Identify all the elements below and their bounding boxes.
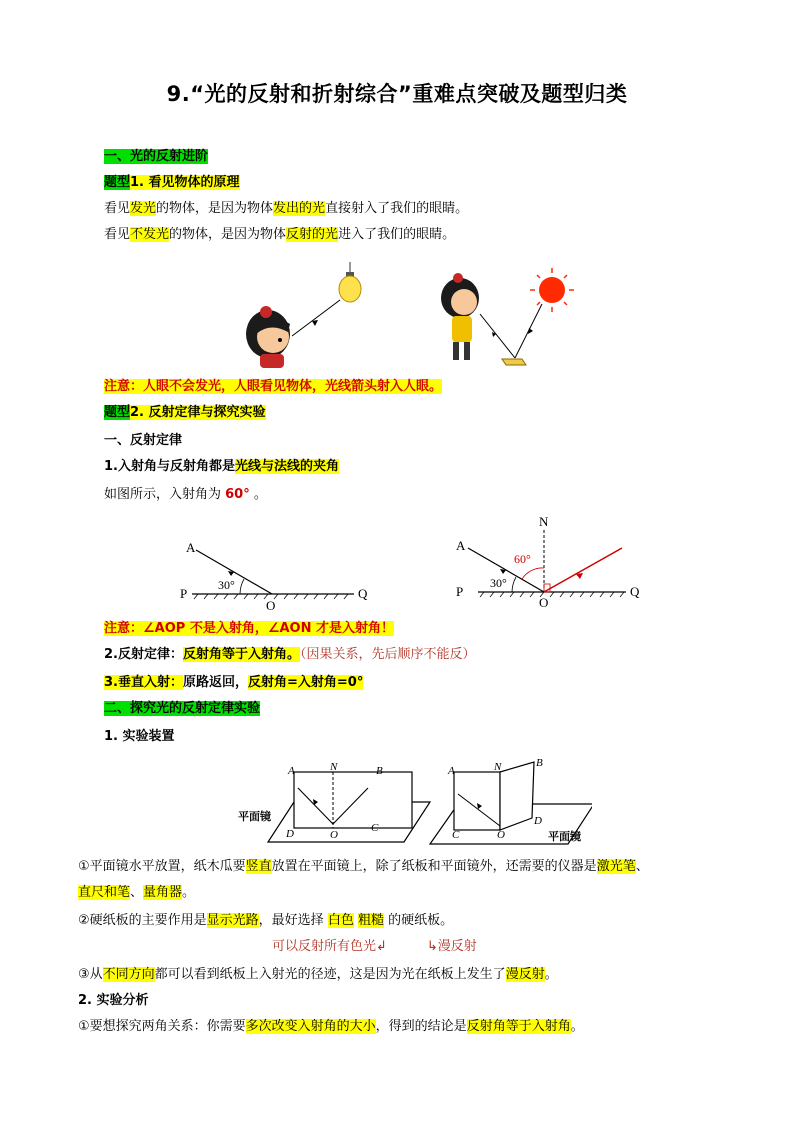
remark: （因果关系，先后顺序不能反） (300, 647, 476, 662)
label-b: B (376, 765, 383, 777)
question-type-1 (104, 174, 240, 192)
note-text: 注意：人眼不会发光，人眼看见物体，光线箭头射入人眼。 (104, 379, 443, 394)
highlight: 发光 (130, 201, 157, 216)
highlight: 不发光 (130, 227, 170, 242)
label-a: A (456, 538, 466, 553)
label-n: N (539, 514, 549, 529)
law-1 (104, 458, 339, 476)
angle-value: 60° (225, 487, 250, 502)
paragraph-3 (78, 966, 558, 984)
text-line-1 (104, 200, 468, 218)
section-heading-1 (104, 148, 208, 166)
mirror-label: 平面镜 (548, 831, 581, 843)
section-label: 二、探究光的反射定律实验 (104, 701, 261, 716)
text: 如图所示，入射角为 (104, 487, 226, 502)
highlight: 漫反射 (505, 967, 545, 982)
type-prefix: 题型 (104, 405, 131, 420)
label-a: A (448, 765, 455, 777)
label-a: A (288, 765, 295, 777)
text: 。 (570, 1019, 584, 1034)
type-label: 1. 看见物体的原理 (130, 175, 240, 190)
label-a: A (186, 540, 196, 555)
text: 进入了我们的眼睛。 (338, 227, 456, 242)
highlight: 白色 (327, 913, 354, 928)
reflection-figure-right (450, 514, 650, 614)
text: 。 (182, 885, 196, 900)
label-o: O (266, 598, 276, 613)
label-c: C (452, 829, 460, 841)
seeing-objects-illustration (240, 262, 590, 372)
question-type-2 (104, 404, 266, 422)
text: 1.入射角与反射角都是 (104, 459, 235, 474)
sun-icon (530, 268, 574, 312)
highlight: 3.垂直入射： (104, 675, 183, 690)
text: 、 (635, 859, 649, 874)
label-q: Q (630, 584, 640, 599)
highlight: 不同方向 (102, 967, 155, 982)
reflection-figure-left (178, 534, 368, 614)
law-3 (104, 674, 363, 692)
type-prefix: 题型 (104, 175, 131, 190)
light-ray (292, 300, 340, 336)
text: 。 (249, 487, 267, 502)
label-p: P (180, 586, 188, 601)
paragraph-4 (78, 1018, 584, 1036)
label-c: C (371, 822, 379, 834)
text: ②硬纸板的主要作用是 (78, 913, 207, 928)
text: 。 (544, 967, 558, 982)
analysis-heading: 2. 实验分析 (78, 993, 149, 1008)
light-bulb-icon (339, 262, 361, 302)
highlight: 显示光路 (206, 913, 259, 928)
experiment-heading: 1. 实验装置 (104, 729, 175, 744)
label-n: N (494, 761, 502, 773)
note-2 (104, 620, 394, 638)
text: ，得到的结论是 (375, 1019, 467, 1034)
paragraph-1-continued (78, 884, 195, 902)
text: ，最好选择 (258, 913, 328, 928)
note-text: 注意：∠AOP 不是入射角，∠AON 才是入射角！ (104, 621, 394, 636)
paragraph-1 (78, 858, 649, 876)
text-line-2 (104, 226, 455, 244)
angle-label: 30° (490, 576, 507, 590)
label-p: P (456, 584, 464, 599)
text: 的物体，是因为物体 (169, 227, 287, 242)
text: ③从 (78, 967, 103, 982)
text: ①要想探究两角关系：你需要 (78, 1019, 246, 1034)
highlight: 多次改变入射角的大小 (245, 1019, 376, 1034)
label-o: O (330, 829, 338, 841)
experiment-apparatus-figure (232, 758, 592, 852)
page-title: 9.“光的反射和折射综合”重难点突破及题型归类 (166, 82, 628, 106)
text: 看见 (104, 201, 131, 216)
angle-label: 30° (218, 578, 235, 592)
note-1 (104, 378, 442, 396)
note-diffuse: ↳漫反射 (426, 939, 477, 954)
law-2 (104, 646, 476, 664)
section-heading-2 (104, 700, 260, 718)
highlight: 直尺和笔 (78, 885, 131, 900)
highlight: 竖直 (245, 859, 272, 874)
text: 直接射入了我们的眼睛。 (325, 201, 469, 216)
text: 的物体，是因为物体 (156, 201, 274, 216)
arrow-icon (312, 320, 318, 326)
example-line (104, 486, 267, 504)
highlight: 反射的光 (286, 227, 339, 242)
reflected-ray (544, 548, 622, 592)
text: 看见 (104, 227, 131, 242)
label-d: D (286, 828, 294, 840)
text: 、 (130, 885, 144, 900)
book-icon (502, 359, 526, 365)
highlight: 反射角=入射角=0° (248, 675, 364, 690)
highlight: 反射角等于入射角 (466, 1019, 571, 1034)
label-o: O (539, 595, 549, 610)
label-o: O (497, 829, 505, 841)
girl-figure-right (441, 273, 479, 360)
text: 原路返回， (182, 675, 248, 690)
text: 都可以看到纸板上入射光的径迹，这是因为光在纸板上发生了 (154, 967, 506, 982)
girl-figure-left (246, 306, 290, 368)
type-label: 2. 反射定律与探究实验 (130, 405, 266, 420)
highlight: 激光笔 (596, 859, 636, 874)
paragraph-2 (78, 912, 453, 930)
highlight: 反射角等于入射角。 (182, 647, 300, 662)
highlight: 量角器 (143, 885, 183, 900)
label-d: D (534, 815, 542, 827)
note-color: 可以反射所有色光↲ (272, 939, 387, 954)
angle-label-red: 60° (514, 552, 531, 566)
highlight: 光线与法线的夹角 (234, 459, 339, 474)
annotation-notes (272, 938, 477, 956)
law-heading: 一、反射定律 (104, 433, 183, 448)
label-b: B (536, 758, 543, 769)
mirror-label: 平面镜 (238, 811, 271, 823)
highlight: 粗糙 (357, 913, 384, 928)
text: 2.反射定律： (104, 647, 183, 662)
label-q: Q (358, 586, 368, 601)
highlight: 发出的光 (273, 201, 326, 216)
text: ①平面镜水平放置，纸木瓜要 (78, 859, 246, 874)
label-n: N (330, 761, 338, 773)
text: 的硬纸板。 (383, 913, 454, 928)
section-label: 一、光的反射进阶 (104, 149, 209, 164)
text: 放置在平面镜上，除了纸板和平面镜外，还需要的仪器是 (271, 859, 597, 874)
